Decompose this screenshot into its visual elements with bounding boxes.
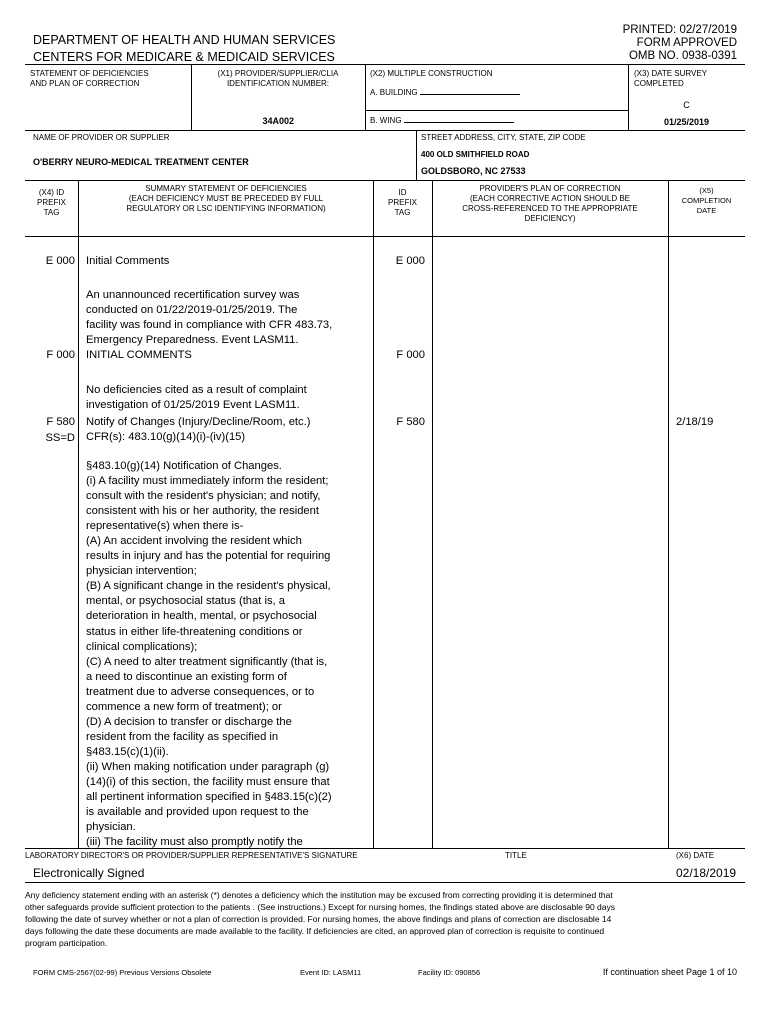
e000-title: Initial Comments: [86, 255, 170, 267]
col-x5-header: (X5) COMPLETION DATE: [681, 186, 732, 215]
form-number: FORM CMS-2567(02-99) Previous Versions Obsolete: [33, 968, 212, 977]
form-approved: FORM APPROVED: [636, 37, 737, 49]
signature-label: LABORATORY DIRECTOR'S OR PROVIDER/SUPPLIER REPRESENTATIVE'S SIGNATURE: [25, 851, 358, 860]
f000-title: INITIAL COMMENTS: [86, 349, 192, 361]
f580-id: F 580: [396, 416, 425, 428]
street-address: 400 OLD SMITHFIELD ROAD: [421, 150, 530, 159]
f580-title: Notify of Changes (Injury/Decline/Room, etc.) CFR(s): 483.10(g)(14)(i)-(iv)(15): [86, 416, 311, 444]
e000-text: An unannounced recertification survey was conducted on 01/22/2019-01/25/2019. The facility was found in compliance with CFR 483.73, Emergency Preparedness. Event LASM11.: [86, 289, 333, 347]
department-line: DEPARTMENT OF HEALTH AND HUMAN SERVICES: [33, 33, 336, 47]
facility-id: Facility ID: 090856: [418, 968, 481, 977]
survey-code: C: [683, 100, 690, 110]
agency-line: CENTERS FOR MEDICARE & MEDICAID SERVICES: [33, 50, 335, 64]
omb-number: OMB NO. 0938-0391: [628, 50, 737, 62]
f580-completion-date: 2/18/19: [676, 416, 714, 428]
event-id: Event ID: LASM11: [300, 968, 362, 977]
f580-severity: SS=D: [45, 432, 75, 444]
printed-date: PRINTED: 02/27/2019: [622, 24, 737, 36]
col-plan-header: PROVIDER'S PLAN OF CORRECTION (EACH CORRECTIVE ACTION SHOULD BE CROSS-REFERENCED TO THE APPROPRIATE DEFICIENCY): [462, 184, 638, 223]
statement-label: STATEMENT OF DEFICIENCIES AND PLAN OF CORRECTION: [30, 69, 149, 88]
title-label: TITLE: [505, 851, 527, 860]
x1-label: (X1) PROVIDER/SUPPLIER/CLIA IDENTIFICATION NUMBER:: [217, 69, 339, 88]
f580-tag: F 580: [46, 416, 75, 428]
building-field: A. BUILDING: [370, 86, 520, 98]
f000-tag: F 000: [46, 349, 75, 361]
address-label: STREET ADDRESS, CITY, STATE, ZIP CODE: [421, 133, 586, 142]
survey-date: 01/25/2019: [663, 117, 710, 127]
e000-tag: E 000: [45, 255, 75, 267]
f000-text: No deficiencies cited as a result of complaint investigation of 01/25/2019 Event LASM11.: [86, 384, 307, 412]
provider-name-label: NAME OF PROVIDER OR SUPPLIER: [33, 133, 170, 142]
col-id-header: ID PREFIX TAG: [388, 188, 417, 217]
x3-label: (X3) DATE SURVEY COMPLETED: [634, 69, 708, 88]
provider-id: 34A002: [262, 116, 294, 126]
disclaimer-text: Any deficiency statement ending with an asterisk (*) denotes a deficiency which the institution may be excused from correcting providing it is determined that other safeguards provide sufficient protection to the patients . (See instructions.) Except for nursing homes, the findings stated above are disclosable 90 days following the date of survey whether or not a plan of correction is provided. For nursing homes, the above findings and plans of correction are disclosable 14 days following the date these documents are made available to the facility. If deficiencies are cited, an approved plan of correction is requisite to continued program participation.: [25, 890, 615, 948]
signature-value: Electronically Signed: [33, 866, 145, 880]
wing-field: B. WING: [370, 114, 514, 126]
provider-name: O'BERRY NEURO-MEDICAL TREATMENT CENTER: [33, 157, 249, 167]
f580-text: §483.10(g)(14) Notification of Changes. (i) A facility must immediately inform the resident; consult with the resident's physician; and notify, consistent with his or her authority, the resident representative(s) when there is- (A) An accident involving the resident which results in injury and has the potential for requiring physician intervention; (B) A significant change in the resident's physical, mental, or psychosocial status (that is, a deterioration in health, mental, or psychosocial status in either life-threatening conditions or clinical complications); (C) A need to alter treatment significantly (that is, a need to discontinue an existing form of treatment due to adverse consequences, or to commence a new form of treatment); or (D) A decision to transfer or discharge the resident from the facility as specified in §483.15(c)(1)(ii). (ii) When making notification under paragraph (g) (14)(i) of this section, the facility must ensure that all pertinent information specified in §483.15(c)(2) is available and provided upon request to the physician. (iii) The facility must also promptly notify the: [86, 460, 332, 849]
page-indicator: If continuation sheet Page 1 of 10: [602, 967, 737, 977]
e000-id: E 000: [395, 255, 425, 267]
col-x4-header: (X4) ID PREFIX TAG: [37, 188, 66, 217]
x2-label: (X2) MULTIPLE CONSTRUCTION: [370, 69, 493, 78]
col-summary-header: SUMMARY STATEMENT OF DEFICIENCIES (EACH DEFICIENCY MUST BE PRECEDED BY FULL REGULATORY OR LSC IDENTIFYING INFORMATION): [126, 184, 326, 213]
signature-date: 02/18/2019: [676, 866, 737, 880]
f000-id: F 000: [396, 349, 425, 361]
city-state-zip: GOLDSBORO, NC 27533: [421, 166, 526, 176]
signature-date-label: (X6) DATE: [676, 851, 715, 860]
